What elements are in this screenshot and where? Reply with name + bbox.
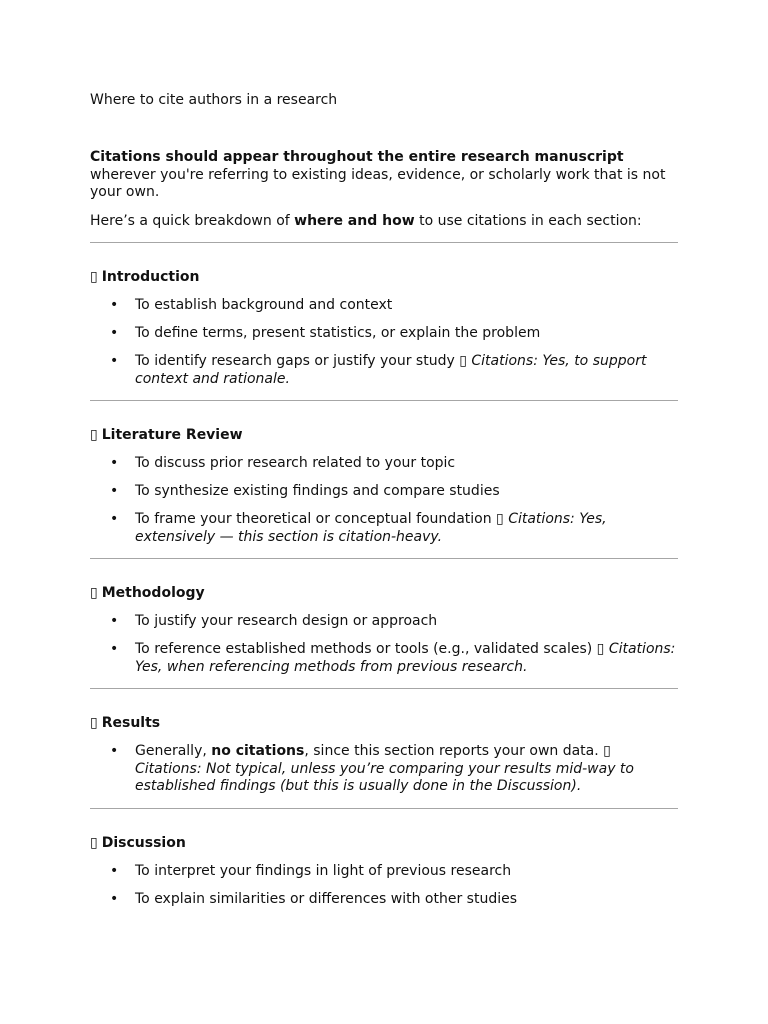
- section-divider: [90, 242, 678, 243]
- section-heading-label: Literature Review: [101, 427, 243, 443]
- list-item-text: To synthesize existing findings and compare studies: [135, 483, 500, 499]
- section-heading-label: Introduction: [101, 269, 200, 285]
- bullet-icon: •: [110, 297, 119, 313]
- section-results: [90, 715, 680, 796]
- list-item: [90, 353, 680, 388]
- list-item-text: To reference established methods or tools (e.g., validated scales) ▯: [135, 641, 609, 657]
- bullet-icon: •: [110, 511, 119, 527]
- list-item-bold-text: no citations: [211, 743, 305, 759]
- missing-glyph-icon: ▯: [90, 585, 98, 601]
- intro-paragraph: [90, 149, 680, 202]
- citation-note: Citations: Yes, extensively — this section is citation-heavy.: [135, 511, 607, 545]
- section-heading: [90, 715, 680, 732]
- section-heading: [90, 585, 680, 602]
- bullet-list: [90, 743, 680, 796]
- citation-note: Citations: Yes, when referencing methods from previous research.: [135, 641, 676, 675]
- document-title: Where to cite authors in a research: [90, 92, 338, 108]
- list-item-text: To frame your theoretical or conceptual foundation ▯: [135, 511, 509, 527]
- list-item-text: To establish background and context: [135, 297, 393, 313]
- bullet-icon: •: [110, 483, 119, 499]
- intro-bold-text: Citations should appear throughout the entire research manuscript: [90, 149, 624, 165]
- missing-glyph-icon: ▯: [90, 834, 98, 851]
- bullet-icon: •: [110, 613, 119, 629]
- breakdown-text-post: to use citations in each section:: [414, 212, 642, 229]
- bullet-list: [90, 613, 680, 676]
- section-literature-review: [90, 427, 680, 546]
- list-item: [90, 325, 680, 343]
- bullet-icon: •: [110, 353, 119, 369]
- section-heading: [90, 427, 680, 444]
- document-body: [90, 92, 680, 908]
- intro-text: wherever you're referring to existing ideas, evidence, or scholarly work that is not your own.: [90, 166, 666, 200]
- list-item: [90, 743, 680, 796]
- section-heading-label: Results: [101, 715, 161, 731]
- section-divider: [90, 558, 678, 559]
- list-item: [90, 511, 680, 546]
- citation-note: Citations: Not typical, unless you’re comparing your results mid-way to established findings (but this is usually done in the Discussion).: [135, 760, 634, 794]
- bullet-list: [90, 455, 680, 546]
- bullet-list: [90, 297, 680, 388]
- list-item-text: To explain similarities or differences with other studies: [135, 890, 518, 907]
- breakdown-paragraph: [90, 213, 680, 231]
- citation-note: Citations: Yes, to support context and rationale.: [135, 353, 647, 387]
- list-item: [90, 613, 680, 631]
- list-item: [90, 297, 680, 315]
- section-introduction: [90, 269, 680, 388]
- bullet-icon: •: [110, 641, 119, 657]
- list-item-text: , since this section reports your own data. ▯: [304, 743, 611, 759]
- list-item: [90, 455, 680, 473]
- list-item-text-pre: Generally,: [135, 743, 212, 759]
- list-item: [90, 641, 680, 676]
- section-divider: [90, 688, 678, 689]
- list-item: [90, 891, 680, 909]
- bullet-list: [90, 863, 680, 909]
- missing-glyph-icon: ▯: [90, 269, 98, 285]
- section-divider: [90, 400, 678, 401]
- section-discussion: [90, 835, 680, 909]
- bullet-icon: •: [110, 455, 119, 471]
- section-heading-label: Methodology: [101, 585, 205, 601]
- section-heading-label: Discussion: [101, 834, 186, 851]
- bullet-icon: •: [110, 862, 119, 879]
- list-item-text: To interpret your findings in light of previous research: [135, 862, 512, 879]
- list-item: [90, 483, 680, 501]
- section-heading: [90, 269, 680, 286]
- list-item: [90, 863, 680, 881]
- bullet-icon: •: [110, 743, 119, 759]
- section-heading: [90, 835, 680, 852]
- section-methodology: [90, 585, 680, 676]
- breakdown-text-pre: Here’s a quick breakdown of: [90, 212, 295, 229]
- section-divider: [90, 808, 678, 809]
- bullet-icon: •: [110, 890, 119, 907]
- list-item-text: To identify research gaps or justify your study ▯: [135, 353, 472, 369]
- missing-glyph-icon: ▯: [90, 427, 98, 443]
- list-item-text: To justify your research design or approach: [135, 613, 438, 629]
- list-item-text: To discuss prior research related to your topic: [135, 455, 456, 471]
- list-item-text: To define terms, present statistics, or explain the problem: [135, 325, 541, 341]
- bullet-icon: •: [110, 325, 119, 341]
- breakdown-bold-text: where and how: [294, 212, 415, 229]
- missing-glyph-icon: ▯: [90, 715, 98, 731]
